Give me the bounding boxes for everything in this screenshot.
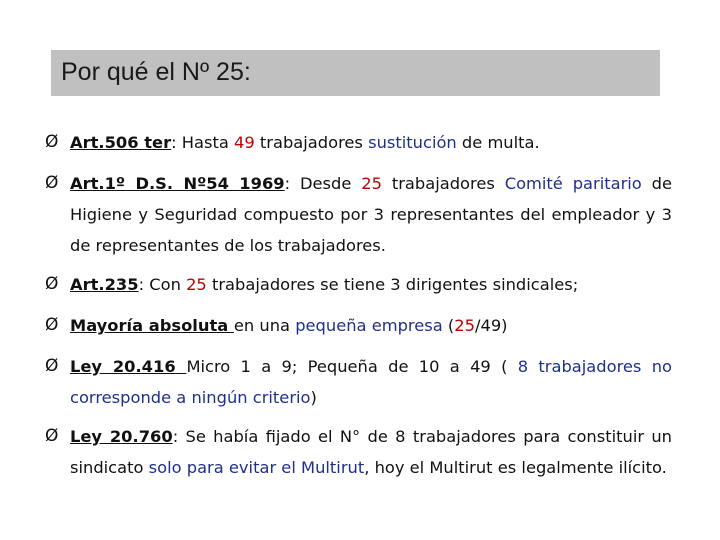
bullet-item-ley-20416 bbox=[45, 351, 672, 413]
highlight-term: pequeña empresa bbox=[295, 316, 443, 335]
arrow-bullet-icon: Ø bbox=[45, 132, 59, 152]
article-reference: Ley 20.416 bbox=[70, 357, 187, 376]
arrow-bullet-icon: Ø bbox=[45, 173, 59, 193]
bullet-item-art-235 bbox=[45, 269, 672, 300]
title-bar bbox=[51, 50, 660, 96]
text-segment: ) bbox=[310, 388, 317, 407]
text-segment: : Desde bbox=[284, 174, 362, 193]
arrow-bullet-icon: Ø bbox=[45, 426, 59, 446]
text-segment: /49) bbox=[474, 316, 508, 335]
text-segment: : Se había fijado el N° de 8 trabajadores para constituir un sindicato bbox=[70, 427, 672, 477]
bullet-list bbox=[45, 127, 672, 491]
bullet-item-art-1-ds-54 bbox=[45, 168, 672, 261]
arrow-bullet-icon: Ø bbox=[45, 356, 59, 376]
text-segment: trabajadores bbox=[381, 174, 505, 193]
text-segment: , hoy el Multirut es legalmente ilícito. bbox=[364, 458, 667, 477]
bullet-item-mayoria-absoluta bbox=[45, 310, 672, 341]
arrow-bullet-icon: Ø bbox=[45, 274, 59, 294]
text-segment: de Higiene y Seguridad compuesto por 3 representantes del empleador y 3 de representantes de los trabajadores. bbox=[70, 174, 672, 255]
arrow-bullet-icon: Ø bbox=[45, 315, 59, 335]
highlight-number: 25 bbox=[361, 174, 382, 193]
text-segment: : Hasta bbox=[171, 133, 235, 152]
highlight-number: 25 bbox=[186, 275, 207, 294]
highlight-term: Comité paritario bbox=[504, 174, 642, 193]
highlight-number: 49 bbox=[234, 133, 255, 152]
highlight-term: solo para evitar el Multirut bbox=[148, 458, 365, 477]
article-reference: Art.506 ter bbox=[70, 133, 172, 152]
article-reference: Ley 20.760 bbox=[70, 427, 173, 446]
text-segment: Micro 1 a 9; Pequeña de 10 a 49 ( bbox=[186, 357, 518, 376]
article-reference: Mayoría absoluta bbox=[70, 316, 234, 335]
bullet-item-art-506 bbox=[45, 127, 672, 158]
highlight-number: 25 bbox=[454, 316, 475, 335]
text-segment: de multa. bbox=[456, 133, 540, 152]
text-segment: trabajadores bbox=[254, 133, 369, 152]
article-reference: Art.1º D.S. Nº54 1969 bbox=[70, 174, 285, 193]
highlight-term: sustitución bbox=[368, 133, 457, 152]
text-segment: : Con bbox=[138, 275, 187, 294]
text-segment: ( bbox=[442, 316, 455, 335]
highlight-term: 8 trabajadores no corresponde a ningún criterio bbox=[70, 357, 672, 407]
article-reference: Art.235 bbox=[70, 275, 139, 294]
text-segment: trabajadores se tiene 3 dirigentes sindicales; bbox=[206, 275, 579, 294]
bullet-item-ley-20760 bbox=[45, 421, 672, 483]
slide-title: Por qué el Nº 25: bbox=[61, 58, 251, 86]
text-segment: en una bbox=[233, 316, 296, 335]
